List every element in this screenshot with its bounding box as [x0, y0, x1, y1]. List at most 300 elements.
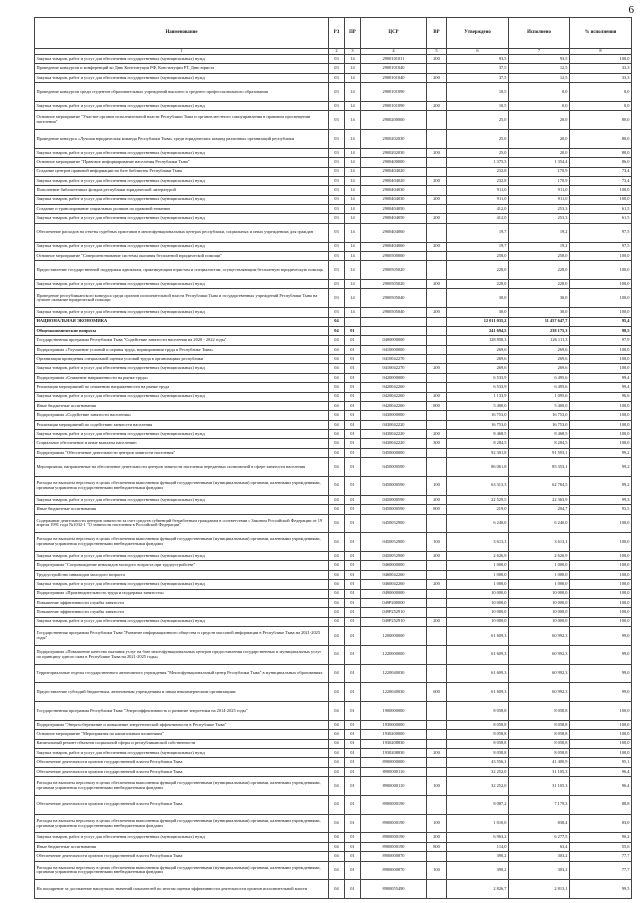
cell-name: Мероприятия, направленные на обеспечение деятельности центров занятости населения переданных полномочий в сфере занятости населения [35, 458, 329, 477]
cell-pr: 01 [345, 814, 361, 833]
cell-csr: 0450000000 [361, 448, 427, 457]
cell-pr: 14 [345, 308, 361, 317]
cell-csr: 2900202030 [361, 130, 427, 149]
cell-rz: 03 [329, 64, 345, 73]
table-row [35, 280, 632, 289]
cell-pr [345, 317, 361, 326]
cell-vr: 200 [427, 101, 447, 110]
cell-name: Основное мероприятие "Правовое информирование населения Республики Тыва" [35, 158, 329, 167]
cell-approved: 32 252,0 [447, 777, 509, 796]
cell-pr: 01 [345, 758, 361, 767]
cell-approved: 5 400,0 [447, 401, 509, 410]
cell-name: Основное мероприятие "Участие органов исполнительной власти Республики Тыва и органов местного самоуправления в правовом просвещении населения" [35, 111, 329, 130]
cell-name: Проведение конкурсов среди студентов образовательных учреждений высшего и среднего профессионального образования [35, 83, 329, 102]
table-row [35, 683, 632, 702]
table-row [35, 148, 632, 157]
cell-percent: 96,6 [570, 392, 632, 401]
cell-approved: 92 301,8 [447, 448, 509, 457]
cell-csr: 1220040030 [361, 664, 427, 683]
cell-vr [427, 223, 447, 242]
cell-csr: 8900000190 [361, 814, 427, 833]
cell-vr [427, 289, 447, 308]
cell-executed: 8 058,8 [509, 739, 570, 748]
cell-vr: 200 [427, 242, 447, 251]
cell-executed: 6 277,5 [509, 833, 570, 842]
table-row [35, 420, 632, 429]
cell-vr: 200 [427, 580, 447, 589]
cell-percent: 77,7 [570, 852, 632, 861]
cell-executed: 63,4 [509, 842, 570, 851]
table-row [35, 214, 632, 223]
cell-pr: 01 [345, 495, 361, 504]
table-row [35, 223, 632, 242]
cell-vr [427, 458, 447, 477]
cell-rz: 04 [329, 533, 345, 552]
cell-rz: 03 [329, 148, 345, 157]
cell-vr [427, 130, 447, 149]
cell-executed: 0,0 [509, 101, 570, 110]
cell-rz: 03 [329, 73, 345, 82]
cell-vr [427, 158, 447, 167]
cell-approved: 228,0 [447, 280, 509, 289]
cell-pr: 01 [345, 458, 361, 477]
cell-executed: 20,0 [509, 148, 570, 157]
cell-name: Пополнение библиотечных фондов республики юридической литературой [35, 186, 329, 195]
cell-approved: 1 133,9 [447, 392, 509, 401]
cell-percent: 99,2 [570, 476, 632, 495]
cell-csr: 0430000000 [361, 411, 427, 420]
table-row [35, 645, 632, 664]
cell-executed: 911,0 [509, 186, 570, 195]
table-row [35, 767, 632, 776]
cell-rz: 04 [329, 317, 345, 326]
table-row [35, 814, 632, 833]
cell-csr [361, 326, 427, 335]
table-row [35, 842, 632, 851]
cell-csr: 0450000590 [361, 505, 427, 514]
cell-executed: 1 000,0 [509, 561, 570, 570]
cell-percent: 98,5 [570, 326, 632, 335]
table-row [35, 598, 632, 607]
cell-executed: 8 058,8 [509, 720, 570, 729]
cell-rz: 04 [329, 627, 345, 646]
cell-rz: 04 [329, 608, 345, 617]
cell-name: Создание центров правовой информации на базе библиотек Республики Тыва [35, 167, 329, 176]
cell-executed: 10 000,0 [509, 617, 570, 626]
cell-percent: 80,0 [570, 130, 632, 149]
table-row [35, 439, 632, 448]
cell-executed: 1 000,0 [509, 570, 570, 579]
cell-csr: 2900404020 [361, 176, 427, 185]
cell-pr: 01 [345, 514, 361, 533]
cell-rz: 04 [329, 495, 345, 504]
cell-executed: 6 240,0 [509, 514, 570, 533]
col-header-vr: ВР [427, 18, 447, 49]
cell-approved: 269,6 [447, 345, 509, 354]
cell-pr: 14 [345, 289, 361, 308]
cell-csr: 8900000190 [361, 795, 427, 814]
cell-csr: 2900404030 [361, 186, 427, 195]
cell-name: Расходы на выплаты персоналу в целях обеспечения выполнения функций государственными (муниципальными) органами, казенными учреждениями, органами управления государственными внебюджетными фондами [35, 861, 329, 880]
cell-executed: 228,0 [509, 280, 570, 289]
cell-name: Обеспечение деятельности органов государственной власти Республики Тыва [35, 795, 329, 814]
cell-executed: 31 105,3 [509, 767, 570, 776]
cell-pr: 01 [345, 608, 361, 617]
cell-percent: 73,4 [570, 176, 632, 185]
cell-rz: 04 [329, 814, 345, 833]
cell-approved: 61 609,3 [447, 683, 509, 702]
cell-vr [427, 880, 447, 899]
table-row [35, 289, 632, 308]
cell-rz: 04 [329, 795, 345, 814]
cell-vr: 200 [427, 617, 447, 626]
cell-vr [427, 167, 447, 176]
cell-rz: 04 [329, 683, 345, 702]
cell-rz: 04 [329, 833, 345, 842]
cell-pr: 14 [345, 111, 361, 130]
cell-pr: 01 [345, 373, 361, 382]
cell-approved: 37,5 [447, 64, 509, 73]
table-row [35, 73, 632, 82]
cell-csr: 8900000870 [361, 852, 427, 861]
table-row [35, 364, 632, 373]
cell-executed: 22 363,9 [509, 495, 570, 504]
cell-rz: 04 [329, 702, 345, 721]
cell-approved: 1 000,0 [447, 561, 509, 570]
cell-csr: 0460042260 [361, 570, 427, 579]
table-row [35, 627, 632, 646]
cell-rz: 04 [329, 842, 345, 851]
cell-name: Государственная программа Республики Тыва "Содействие занятости населения на 2020 - 2022 годы" [35, 336, 329, 345]
cell-executed: 1 000,0 [509, 580, 570, 589]
cell-approved: 1 010,0 [447, 814, 509, 833]
cell-csr: 8900000110 [361, 767, 427, 776]
cell-csr: 1220040030 [361, 683, 427, 702]
cell-csr: 0410042270 [361, 355, 427, 364]
cell-percent: 88,8 [570, 795, 632, 814]
cell-executed: 7 179,3 [509, 795, 570, 814]
table-row [35, 720, 632, 729]
cell-pr: 01 [345, 430, 361, 439]
cell-rz: 04 [329, 355, 345, 364]
cell-pr: 14 [345, 214, 361, 223]
cell-name: Расходы на выплаты персоналу в целях обеспечения выполнения функций государственными (муниципальными) органами, казенными учреждениями, органами управления государственными внебюджетными фондами [35, 533, 329, 552]
cell-vr [427, 336, 447, 345]
cell-name: Закупка товаров, работ и услуг для обеспечения государственных (муниципальных) нужд [35, 617, 329, 626]
cell-executed: 238 175,3 [509, 326, 570, 335]
table-row [35, 195, 632, 204]
table-row [35, 533, 632, 552]
cell-percent: 97,9 [570, 336, 632, 345]
cell-approved: 6 240,0 [447, 514, 509, 533]
cell-csr: 2900200000 [361, 111, 427, 130]
table-row [35, 561, 632, 570]
cell-executed: 269,6 [509, 355, 570, 364]
table-row [35, 748, 632, 757]
cell-rz: 04 [329, 852, 345, 861]
cell-pr: 14 [345, 64, 361, 73]
table-row [35, 101, 632, 110]
table-row [35, 739, 632, 748]
cell-approved: 8 087,2 [447, 795, 509, 814]
cell-approved: 25,0 [447, 111, 509, 130]
cell-executed: 60 992,3 [509, 645, 570, 664]
cell-rz: 04 [329, 720, 345, 729]
cell-approved: 2 826,7 [447, 880, 509, 899]
cell-percent: 100,0 [570, 570, 632, 579]
cell-name: Закупка товаров, работ и услуг для обеспечения государственных (муниципальных) нужд [35, 833, 329, 842]
cell-rz: 04 [329, 645, 345, 664]
cell-vr: 200 [427, 148, 447, 157]
cell-rz: 04 [329, 373, 345, 382]
cell-pr: 14 [345, 280, 361, 289]
cell-rz: 04 [329, 430, 345, 439]
table-row [35, 111, 632, 130]
cell-name: Расходы на выплаты персоналу в целях обеспечения выполнения функций государственными (муниципальными) органами, казенными учреждениями, органами управления государственными внебюджетными фондами [35, 476, 329, 495]
cell-percent: 100,0 [570, 552, 632, 561]
table-row [35, 392, 632, 401]
cell-percent: 99,2 [570, 448, 632, 457]
cell-vr [427, 420, 447, 429]
table-row [35, 251, 632, 260]
table-row [35, 795, 632, 814]
cell-approved: 219,0 [447, 505, 509, 514]
cell-approved: 61 609,3 [447, 664, 509, 683]
cell-name: Подпрограмма «Снижение напряженности на рынке труда» [35, 373, 329, 382]
table-row [35, 570, 632, 579]
cell-approved: 10 000,0 [447, 617, 509, 626]
cell-vr [427, 852, 447, 861]
cell-percent: 80,0 [570, 111, 632, 130]
cell-approved: 61 609,3 [447, 627, 509, 646]
table-row [35, 167, 632, 176]
cell-executed: 8 058,8 [509, 702, 570, 721]
cell-approved: 16 753,0 [447, 420, 509, 429]
cell-percent: 100,0 [570, 195, 632, 204]
cell-name: Трудоустройство инвалидов молодого возраста [35, 570, 329, 579]
cell-percent: 80,0 [570, 148, 632, 157]
cell-percent: 99,0 [570, 627, 632, 646]
table-row [35, 777, 632, 796]
col-header-percent: % исполнения [570, 18, 632, 49]
cell-pr: 14 [345, 73, 361, 82]
cell-executed: 269,6 [509, 364, 570, 373]
cell-percent: 99,0 [570, 645, 632, 664]
cell-csr [361, 317, 427, 326]
cell-name: Подпрограмма "Сопровождение инвалидов молодого возраста при трудоустройстве" [35, 561, 329, 570]
table-body [35, 55, 632, 899]
cell-executed: 3 613,1 [509, 533, 570, 552]
table-row [35, 514, 632, 533]
cell-approved: 8 468,5 [447, 430, 509, 439]
col-number: 5 [427, 49, 447, 55]
cell-approved: 19,7 [447, 223, 509, 242]
cell-csr: 1930208830 [361, 748, 427, 757]
cell-percent: 77,7 [570, 861, 632, 880]
cell-approved: 8 058,8 [447, 739, 509, 748]
cell-csr: 8900000190 [361, 833, 427, 842]
cell-name: Иные бюджетные ассигнования [35, 505, 329, 514]
table-row [35, 730, 632, 739]
cell-percent: 73,4 [570, 167, 632, 176]
cell-name: Создание и транслирование социальных роликов по правовой тематике [35, 205, 329, 214]
cell-pr: 01 [345, 533, 361, 552]
cell-executed: 62 784,5 [509, 476, 570, 495]
cell-vr [427, 261, 447, 280]
cell-pr: 01 [345, 345, 361, 354]
cell-rz: 04 [329, 401, 345, 410]
cell-percent: 83,0 [570, 814, 632, 833]
cell-pr: 01 [345, 598, 361, 607]
cell-pr: 14 [345, 130, 361, 149]
cell-name: Закупка товаров, работ и услуг для обеспечения государственных (муниципальных) нужд [35, 195, 329, 204]
cell-rz: 03 [329, 214, 345, 223]
cell-approved: 10,5 [447, 83, 509, 102]
cell-name: Реализация мероприятий по снижению напряженности на рынке труда [35, 383, 329, 392]
cell-vr: 100 [427, 476, 447, 495]
cell-name: Закупка товаров, работ и услуг для обеспечения государственных (муниципальных) нужд [35, 55, 329, 64]
cell-approved: 1 375,5 [447, 158, 509, 167]
cell-vr [427, 411, 447, 420]
cell-rz: 04 [329, 439, 345, 448]
cell-percent: 100,0 [570, 589, 632, 598]
cell-vr [427, 627, 447, 646]
cell-name: Закупка товаров, работ и услуг для обеспечения государственных (муниципальных) нужд [35, 73, 329, 82]
cell-csr: 2900101011 [361, 55, 427, 64]
table-row [35, 833, 632, 842]
col-header-executed: Исполнено [509, 18, 570, 49]
cell-csr: 0430042220 [361, 420, 427, 429]
table-row [35, 852, 632, 861]
cell-approved: 10 000,0 [447, 598, 509, 607]
cell-executed: 8 468,5 [509, 430, 570, 439]
cell-vr: 200 [427, 748, 447, 757]
cell-csr: 2900505040 [361, 289, 427, 308]
cell-vr: 800 [427, 505, 447, 514]
table-row [35, 580, 632, 589]
cell-name: Закупка товаров, работ и услуг для обеспечения государственных (муниципальных) нужд [35, 214, 329, 223]
cell-percent: 97,5 [570, 223, 632, 242]
cell-vr: 200 [427, 495, 447, 504]
cell-name: Закупка товаров, работ и услуг для обеспечения государственных (муниципальных) нужд [35, 148, 329, 157]
cell-csr: 0420042260 [361, 392, 427, 401]
cell-approved: 232,8 [447, 176, 509, 185]
cell-csr: 2900404030 [361, 195, 427, 204]
cell-percent: 100,0 [570, 289, 632, 308]
cell-pr: 01 [345, 880, 361, 899]
cell-rz: 04 [329, 777, 345, 796]
cell-pr: 14 [345, 158, 361, 167]
cell-csr: 1930200000 [361, 730, 427, 739]
cell-vr [427, 664, 447, 683]
cell-rz: 04 [329, 570, 345, 579]
cell-vr: 100 [427, 777, 447, 796]
cell-vr [427, 570, 447, 579]
cell-approved: 10,5 [447, 101, 509, 110]
cell-vr [427, 514, 447, 533]
cell-name: Закупка товаров, работ и услуг для обеспечения государственных (муниципальных) нужд [35, 101, 329, 110]
cell-approved: 390,2 [447, 861, 509, 880]
cell-rz: 03 [329, 83, 345, 102]
cell-executed: 0,0 [509, 83, 570, 102]
cell-executed: 30,0 [509, 308, 570, 317]
budget-table [34, 17, 632, 899]
cell-rz: 04 [329, 561, 345, 570]
cell-pr: 01 [345, 664, 361, 683]
cell-rz: 03 [329, 242, 345, 251]
cell-percent: 100,0 [570, 580, 632, 589]
cell-percent: 33,3 [570, 73, 632, 82]
cell-rz: 03 [329, 55, 345, 64]
cell-approved: 8 058,8 [447, 702, 509, 721]
cell-executed: 6 495,6 [509, 373, 570, 382]
cell-rz: 03 [329, 186, 345, 195]
cell-percent: 100,0 [570, 430, 632, 439]
cell-percent: 61,5 [570, 214, 632, 223]
page-number: 6 [628, 4, 634, 16]
cell-executed: 2 813,1 [509, 880, 570, 899]
cell-executed: 60 992,3 [509, 627, 570, 646]
cell-percent: 100,0 [570, 598, 632, 607]
cell-csr: 0420042260 [361, 401, 427, 410]
cell-executed: 60 992,3 [509, 664, 570, 683]
cell-pr: 01 [345, 833, 361, 842]
cell-csr: 2900101090 [361, 101, 427, 110]
cell-approved: 128 858,3 [447, 336, 509, 345]
cell-pr: 14 [345, 55, 361, 64]
cell-pr: 01 [345, 627, 361, 646]
cell-rz: 03 [329, 130, 345, 149]
cell-rz: 04 [329, 861, 345, 880]
cell-name: Иные бюджетные ассигнования [35, 401, 329, 410]
cell-name: Предоставление государственной поддержки адвокатам, практикующим юристам и специалистам, осуществляющим бесплатную юридическую помощь [35, 261, 329, 280]
cell-csr: 8900055490 [361, 880, 427, 899]
table-row [35, 880, 632, 899]
cell-name: Закупка товаров, работ и услуг для обеспечения государственных (муниципальных) нужд [35, 495, 329, 504]
cell-pr: 01 [345, 552, 361, 561]
cell-csr: 2900404020 [361, 167, 427, 176]
cell-pr: 01 [345, 777, 361, 796]
cell-rz: 04 [329, 336, 345, 345]
cell-executed: 258,0 [509, 251, 570, 260]
cell-rz: 03 [329, 280, 345, 289]
cell-rz: 04 [329, 458, 345, 477]
cell-executed: 204,7 [509, 505, 570, 514]
cell-csr: 8900000870 [361, 861, 427, 880]
table-row [35, 64, 632, 73]
cell-pr: 14 [345, 186, 361, 195]
cell-percent: 100,0 [570, 739, 632, 748]
cell-csr: 2900202030 [361, 148, 427, 157]
cell-name: Обеспечение деятельности органов государственной власти Республики Тыва [35, 852, 329, 861]
cell-percent: 97,5 [570, 242, 632, 251]
table-row [35, 373, 632, 382]
cell-pr: 01 [345, 505, 361, 514]
cell-approved: 2 626,9 [447, 552, 509, 561]
cell-percent: 100,0 [570, 186, 632, 195]
cell-percent: 100,0 [570, 514, 632, 533]
cell-rz: 04 [329, 598, 345, 607]
cell-percent: 99,0 [570, 664, 632, 683]
cell-percent: 100,0 [570, 608, 632, 617]
cell-vr: 200 [427, 552, 447, 561]
cell-name: Закупка товаров, работ и услуг для обеспечения государственных (муниципальных) нужд [35, 392, 329, 401]
cell-executed: 8 058,8 [509, 730, 570, 739]
cell-name: Повышение эффективности службы занятости [35, 598, 329, 607]
cell-percent: 95,1 [570, 758, 632, 767]
table-row [35, 345, 632, 354]
cell-executed: 16 753,0 [509, 411, 570, 420]
